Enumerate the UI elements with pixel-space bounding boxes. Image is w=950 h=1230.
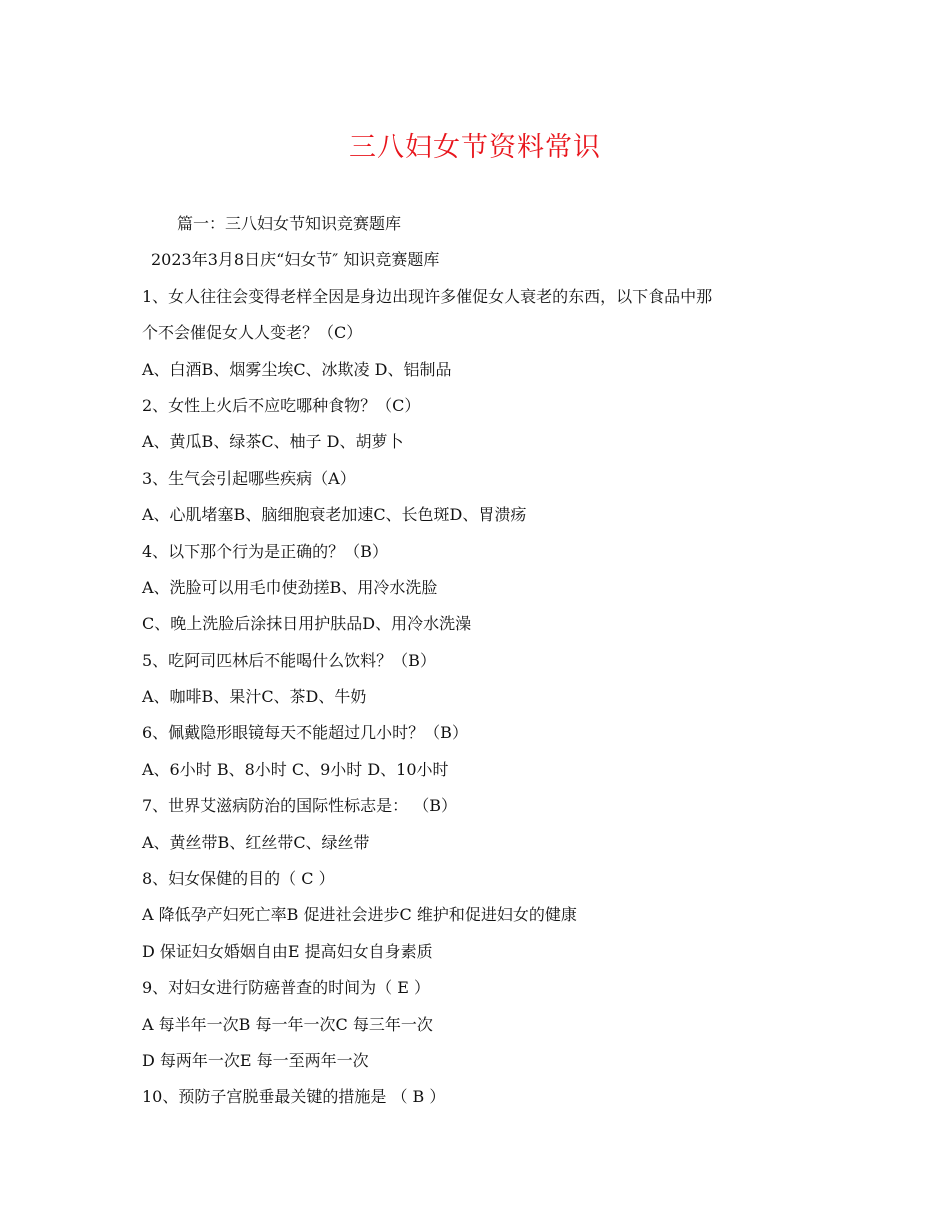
question-4-options-2: C、晚上洗脸后涂抹日用护肤品D、用冷水洗澡 xyxy=(142,614,472,634)
question-6: 6、佩戴隐形眼镜每天不能超过几小时？（B） xyxy=(142,723,468,743)
question-8-options-1: A 降低孕产妇死亡率B 促进社会进步C 维护和促进妇女的健康 xyxy=(142,905,577,925)
question-5: 5、吃阿司匹林后不能喝什么饮料？（B） xyxy=(142,650,436,670)
question-1-line-2: 个不会催促女人人变老？（C） xyxy=(142,323,363,343)
question-8-options-2: D 保证妇女婚姻自由E 提高妇女自身素质 xyxy=(142,941,433,961)
question-4: 4、以下那个行为是正确的？（B） xyxy=(142,541,388,561)
section-heading: 篇一：三八妇女节知识竞赛题库 xyxy=(177,214,402,233)
question-2-options: A、黄瓜B、绿茶C、柚子 D、胡萝卜 xyxy=(142,432,404,452)
question-7-options: A、黄丝带B、红丝带C、绿丝带 xyxy=(142,832,370,852)
question-5-options: A、咖啡B、果汁C、茶D、牛奶 xyxy=(142,687,367,707)
question-7: 7、世界艾滋病防治的国际性标志是： （B） xyxy=(142,796,458,816)
question-10: 10、预防子宫脱垂最关键的措施是 （ B ） xyxy=(142,1087,446,1107)
question-1-options: A、白酒B、烟雾尘埃C、冰欺凌 D、铝制品 xyxy=(142,359,452,379)
question-1-line-1: 1、女人往往会变得老样全因是身边出现许多催促女人衰老的东西，以下食品中那 xyxy=(142,286,713,306)
question-4-options-1: A、洗脸可以用毛巾使劲搓B、用冷水洗脸 xyxy=(142,577,438,597)
document-title: 三八妇女节资料常识 xyxy=(349,132,601,163)
question-8: 8、妇女保健的目的（ C ） xyxy=(142,869,335,889)
question-9-options-1: A 每半年一次B 每一年一次C 每三年一次 xyxy=(142,1014,433,1034)
question-3: 3、生气会引起哪些疾病（A） xyxy=(142,468,356,488)
question-3-options: A、心肌堵塞B、脑细胞衰老加速C、长色斑D、胃溃疡 xyxy=(142,505,527,525)
question-9-options-2: D 每两年一次E 每一至两年一次 xyxy=(142,1050,369,1070)
question-2: 2、女性上火后不应吃哪种食物？（C） xyxy=(142,395,421,415)
document-body xyxy=(142,206,842,1116)
question-6-options: A、6小时 B、8小时 C、9小时 D、10小时 xyxy=(142,759,449,779)
question-9: 9、对妇女进行防癌普查的时间为（ E ） xyxy=(142,978,431,998)
quiz-subtitle: 2023年3月8日庆“妇女节″ 知识竞赛题库 xyxy=(151,250,440,270)
